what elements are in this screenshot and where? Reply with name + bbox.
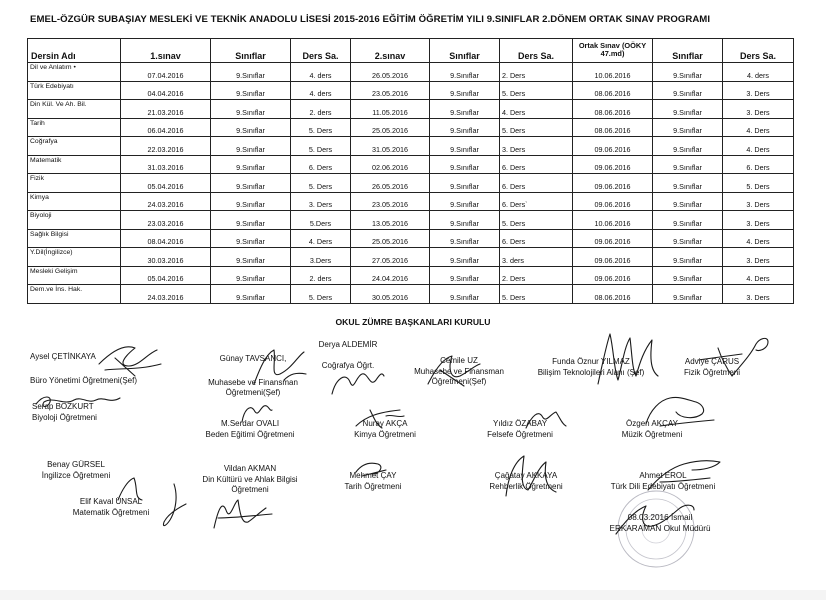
table-header-row [28, 39, 794, 63]
member-role: Müzik Öğretmeni [621, 429, 683, 439]
table-cell: 5.Ders [291, 211, 351, 230]
table-cell: 9.Sınıflar [653, 266, 723, 285]
table-row [28, 155, 794, 174]
signature-yildiz-ozabay [520, 404, 570, 434]
exam-schedule-table [27, 38, 794, 304]
table-cell: 08.04.2016 [121, 229, 211, 248]
member-name: M.Serdar OVALI [220, 419, 280, 428]
table-cell: 5. Ders [500, 211, 573, 230]
table-cell: 08.06.2016 [573, 285, 653, 304]
table-row [28, 137, 794, 156]
table-cell: 05.04.2016 [121, 266, 211, 285]
table-cell: 31.03.2016 [121, 155, 211, 174]
table-body [28, 63, 794, 304]
table-cell: 30.05.2016 [351, 285, 430, 304]
table-cell: 9.Sınıflar [430, 211, 500, 230]
signature-cemile-uz [420, 348, 486, 392]
table-cell: 25.05.2016 [351, 229, 430, 248]
header-cell: Dersin Adı [28, 39, 121, 63]
table-cell: 9.Sınıflar [653, 211, 723, 230]
table-cell: 09.06.2016 [573, 266, 653, 285]
member-name: Çağatay AKKAYA [494, 471, 558, 480]
member-name: Vildan AKMAN [223, 464, 277, 473]
table-cell: 08.06.2016 [573, 81, 653, 100]
table-cell: 08.06.2016 [573, 118, 653, 137]
member-role: Felsefe Öğretmeni [487, 429, 553, 439]
table-cell: 2. ders [291, 266, 351, 285]
table-cell: 31.05.2016 [351, 137, 430, 156]
table-cell: 5. Ders [291, 174, 351, 193]
table-cell: 26.05.2016 [351, 174, 430, 193]
table-cell: 09.06.2016 [573, 192, 653, 211]
table-row [28, 100, 794, 119]
header-cell: 2.sınav [351, 39, 430, 63]
table-cell: 07.04.2016 [121, 63, 211, 82]
table-cell: 24.04.2016 [351, 266, 430, 285]
table-cell: 9.Sınıflar [211, 137, 291, 156]
table-cell: 9.Sınıflar [211, 100, 291, 119]
table-cell: 24.03.2016 [121, 285, 211, 304]
signature-m-serdar-ovali [236, 400, 276, 428]
table-cell: 5. Ders [723, 174, 794, 193]
table-row [28, 248, 794, 267]
member-role: Bilişim Teknolojileri Alanı (Şef) [537, 367, 645, 377]
table-cell: 08.06.2016 [573, 100, 653, 119]
table-cell: 9.Sınıflar [211, 248, 291, 267]
subject-cell: Biyoloji [28, 211, 121, 230]
table-cell: 9.Sınıflar [211, 81, 291, 100]
signature-ozgen-akcay [640, 390, 720, 434]
table-cell: 25.05.2016 [351, 118, 430, 137]
table-cell: 9.Sınıflar [211, 174, 291, 193]
table-cell: 9.Sınıflar [430, 81, 500, 100]
member-role: Büro Yönetimi Öğretmeni(Şef) [30, 375, 138, 385]
table-row [28, 118, 794, 137]
table-cell: 9.Sınıflar [653, 285, 723, 304]
principal-title: Okul Müdürü [663, 524, 711, 533]
document-title: EMEL-ÖZGÜR SUBAŞIAY MESLEKİ VE TEKNİK ANADOLU LİSESİ 2015-2016 EĞİTİM ÖĞRETİM YILI 9.SINIFLAR 2.DÖNEM ORTAK SINAV PROGRAMI [30, 14, 711, 25]
member-role: Türk Dili Edebiyatı Öğretmeni [610, 481, 716, 491]
header-cell: Ders Sa. [291, 39, 351, 63]
table-cell: 4. ders [291, 63, 351, 82]
member-name: Adviye ÇARUS [684, 357, 740, 366]
table-cell: 02.06.2016 [351, 155, 430, 174]
table-cell: 4. Ders [723, 118, 794, 137]
approval-date: 08.03.2016 [627, 513, 669, 522]
signature-nuray-akca [350, 402, 410, 432]
table-cell: 4. Ders [723, 137, 794, 156]
subject-cell: Fizik [28, 174, 121, 193]
table-cell: 9.Sınıflar [430, 63, 500, 82]
member-name: Aysel ÇETİNKAYA [30, 352, 96, 361]
subject-cell: Dil ve Anlatım • [28, 63, 121, 82]
table-cell: 6. Ders [723, 155, 794, 174]
member-role: Fizik Öğretmeni [683, 367, 740, 377]
member-signature-block [186, 464, 314, 496]
table-cell: 06.04.2016 [121, 118, 211, 137]
subject-cell: Mesleki Gelişim [28, 266, 121, 285]
subject-cell: Matematik [28, 155, 121, 174]
subject-cell: Y.Dil(İngilizce) [28, 248, 121, 267]
table-cell: 3.Ders [291, 248, 351, 267]
header-cell: Sınıflar [653, 39, 723, 63]
signature-adviye-carus [688, 330, 774, 386]
table-cell: 4. ders [291, 81, 351, 100]
table-row [28, 192, 794, 211]
table-cell: 05.04.2016 [121, 174, 211, 193]
table-cell: 3. Ders [723, 192, 794, 211]
signature-serap-bozkurt [30, 390, 130, 414]
table-cell: 9.Sınıflar [211, 63, 291, 82]
signature-funda-oznur-yilmaz [580, 326, 670, 390]
table-cell: 4. Ders [723, 229, 794, 248]
header-cell: Ders Sa. [723, 39, 794, 63]
table-cell: 9.Sınıflar [430, 192, 500, 211]
table-cell: 09.06.2016 [573, 229, 653, 248]
member-role: Coğrafya Öğrt. [321, 360, 375, 370]
table-cell: 9.Sınıflar [653, 229, 723, 248]
principal-name: İsmail ERKARAMAN [609, 513, 693, 533]
table-cell: 3. Ders [500, 137, 573, 156]
table-cell: 4. Ders [291, 229, 351, 248]
table-cell: 9.Sınıflar [653, 81, 723, 100]
signature-mehmet-cay [350, 456, 390, 480]
table-cell: 04.04.2016 [121, 81, 211, 100]
table-cell: 23.05.2016 [351, 81, 430, 100]
member-name: Ahmet EROL [639, 471, 687, 480]
member-name: Yıldız ÖZABAY [492, 419, 548, 428]
table-cell: 9.Sınıflar [430, 155, 500, 174]
member-role: Beden Eğitimi Öğretmeni [205, 429, 295, 439]
member-name: Nuray AKÇA [362, 419, 408, 428]
committee-heading: OKUL ZÜMRE BAŞKANLARI KURULU [335, 317, 491, 327]
signature-elif-kaval-unsal [154, 480, 194, 532]
table-cell: 3. Ders [723, 285, 794, 304]
table-cell: 5. Ders [291, 137, 351, 156]
table-cell: 3. Ders [723, 211, 794, 230]
member-role: Muhasebe ve Finansman Öğretmeni(Şef) [208, 377, 298, 397]
member-name: Serap BOZKURT [32, 402, 94, 411]
table-cell: 9.Sınıflar [211, 266, 291, 285]
table-cell: 22.03.2016 [121, 137, 211, 156]
signature-ismail-erkaraman [610, 494, 700, 544]
member-name: Benay GÜRSEL [47, 460, 105, 469]
table-cell: 9.Sınıflar [211, 229, 291, 248]
table-cell: 09.06.2016 [573, 174, 653, 193]
member-name: Funda Öznur YILMAZ [552, 357, 630, 366]
table-cell: 9.Sınıflar [653, 174, 723, 193]
table-cell: 2. ders [291, 100, 351, 119]
table-cell: 4. ders [723, 63, 794, 82]
member-name: Derya ALDEMİR [318, 340, 378, 349]
header-cell: Sınıflar [430, 39, 500, 63]
table-row [28, 174, 794, 193]
subject-cell: Tarih [28, 118, 121, 137]
table-cell: 6. Ders [500, 174, 573, 193]
table-cell: 9.Sınıflar [653, 63, 723, 82]
table-cell: 9.Sınıflar [430, 118, 500, 137]
table-cell: 6. Ders [500, 155, 573, 174]
table-cell: 3. ders [500, 248, 573, 267]
table-row [28, 63, 794, 82]
member-role: Rehberlik Öğretmeni [489, 481, 563, 491]
header-cell: 1.sınav [121, 39, 211, 63]
signature-ahmet-erol [640, 452, 730, 496]
table-cell: 9.Sınıflar [211, 155, 291, 174]
member-role: Tarih Öğretmeni [344, 481, 402, 491]
table-cell: 9.Sınıflar [653, 192, 723, 211]
table-cell: 9.Sınıflar [211, 285, 291, 304]
subject-cell: Türk Edebiyatı [28, 81, 121, 100]
table-cell: 5. Ders [291, 118, 351, 137]
table-cell: 6. Ders [291, 155, 351, 174]
subject-cell: Sağlık Bilgisi [28, 229, 121, 248]
member-name: Günay TAVSANCI, [219, 354, 287, 363]
table-cell: 6. Ders` [500, 192, 573, 211]
table-row [28, 211, 794, 230]
table-cell: 09.06.2016 [573, 155, 653, 174]
table-cell: 09.06.2016 [573, 248, 653, 267]
table-cell: 9.Sınıflar [430, 174, 500, 193]
subject-cell: Din Kül. Ve Ah. Bil. [28, 100, 121, 119]
table-cell: 09.06.2016 [573, 137, 653, 156]
member-name: Mehmet ÇAY [349, 471, 397, 480]
signature-derya-aldemir [326, 364, 386, 400]
table-cell: 9.Sınıflar [430, 266, 500, 285]
table-cell: 9.Sınıflar [211, 192, 291, 211]
signature-aysel-cetinkaya [95, 340, 165, 380]
table-cell: 3. Ders [723, 100, 794, 119]
table-cell: 21.03.2016 [121, 100, 211, 119]
table-cell: 5. Ders [291, 285, 351, 304]
table-cell: 5. Ders [500, 118, 573, 137]
table-cell: 27.05.2016 [351, 248, 430, 267]
signature-benay-gursel [110, 470, 150, 506]
signature-gunay-tavsanci [240, 344, 320, 392]
member-role: Muhasebe ve Finansman Öğretmeni(Şef) [414, 366, 504, 386]
table-cell: 6. Ders [500, 229, 573, 248]
table-cell: 5. Ders [500, 285, 573, 304]
table-cell: 11.05.2016 [351, 100, 430, 119]
signature-vildan-akman [208, 494, 278, 534]
table-cell: 9.Sınıflar [430, 285, 500, 304]
table-cell: 13.05.2016 [351, 211, 430, 230]
table-cell: 9.Sınıflar [653, 137, 723, 156]
signature-cagatay-akkaya [496, 450, 566, 502]
table-cell: 9.Sınıflar [211, 211, 291, 230]
table-cell: 9.Sınıflar [653, 248, 723, 267]
header-cell: Sınıflar [211, 39, 291, 63]
table-cell: 26.05.2016 [351, 63, 430, 82]
table-row [28, 229, 794, 248]
table-cell: 4. Ders [500, 100, 573, 119]
table-cell: 2. Ders [500, 63, 573, 82]
table-cell: 9.Sınıflar [211, 118, 291, 137]
table-cell: 9.Sınıflar [430, 248, 500, 267]
table-cell: 9.Sınıflar [653, 100, 723, 119]
table-cell: 23.03.2016 [121, 211, 211, 230]
member-name: Özgen AKÇAY [626, 419, 678, 428]
table-cell: 9.Sınıflar [430, 137, 500, 156]
table-cell: 23.05.2016 [351, 192, 430, 211]
header-cell: Ders Sa. [500, 39, 573, 63]
member-name: Elif Kaval ÜNSAL [79, 497, 143, 506]
member-role: Kimya Öğretmeni [354, 429, 416, 439]
table-cell: 10.06.2016 [573, 63, 653, 82]
subject-cell: Coğrafya [28, 137, 121, 156]
table-cell: 9.Sınıflar [430, 100, 500, 119]
member-name: Cemile UZ [440, 356, 478, 365]
table-cell: 30.03.2016 [121, 248, 211, 267]
table-cell: 9.Sınıflar [430, 229, 500, 248]
member-role: İngilizce Öğretmeni [41, 470, 111, 480]
table-cell: 3. Ders [723, 248, 794, 267]
table-cell: 9.Sınıflar [653, 155, 723, 174]
table-cell: 3. Ders [723, 81, 794, 100]
member-role: Din Kültürü ve Ahlak Bilgisi Öğretmeni [202, 474, 298, 494]
table-cell: 3. Ders [291, 192, 351, 211]
table-row [28, 81, 794, 100]
table-cell: 4. Ders [723, 266, 794, 285]
table-cell: 2. Ders [500, 266, 573, 285]
subject-cell: Dem.ve İns. Hak. [28, 285, 121, 304]
member-role: Biyoloji Öğretmeni [32, 412, 97, 422]
header-cell: Ortak Sınav (OÖKY 47.md) [573, 39, 653, 63]
table-row [28, 266, 794, 285]
table-cell: 24.03.2016 [121, 192, 211, 211]
table-cell: 10.06.2016 [573, 211, 653, 230]
table-cell: 5. Ders [500, 81, 573, 100]
table-cell: 9.Sınıflar [653, 118, 723, 137]
subject-cell: Kimya [28, 192, 121, 211]
table-row [28, 285, 794, 304]
member-role: Matematik Öğretmeni [72, 507, 150, 517]
